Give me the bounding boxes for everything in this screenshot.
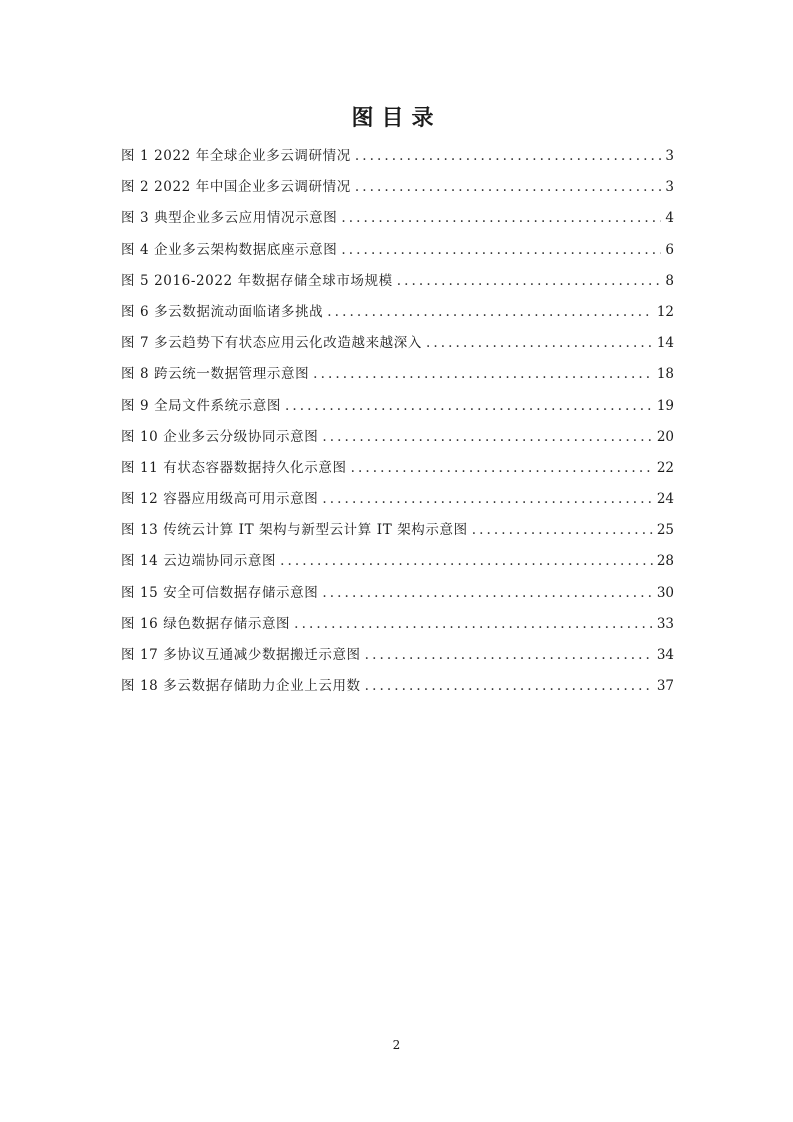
- toc-entry-label: 图 9 全局文件系统示意图: [121, 397, 281, 414]
- toc-entry-page: 28: [656, 553, 674, 570]
- toc-entry[interactable]: [121, 172, 674, 203]
- toc-entry-page: 6: [665, 241, 674, 258]
- toc-entry-label: 图 7 多云趋势下有状态应用云化改造越来越深入: [121, 335, 422, 352]
- toc-entry-label: 图 16 绿色数据存储示意图: [121, 615, 291, 632]
- toc-entry[interactable]: [121, 453, 674, 484]
- toc-entry[interactable]: [121, 266, 674, 297]
- toc-entry-page: 12: [656, 303, 674, 320]
- toc-entry-page: 22: [656, 459, 674, 476]
- toc-entry-page: 20: [656, 428, 674, 445]
- dot-leader: [294, 609, 653, 640]
- dot-leader: [351, 453, 653, 484]
- dot-leader: [322, 484, 652, 515]
- toc-entry-page: 14: [656, 335, 674, 352]
- dot-leader: [355, 172, 662, 203]
- toc-entry[interactable]: [121, 328, 674, 359]
- toc-entry-page: 25: [656, 522, 674, 539]
- toc-entry-page: 3: [665, 148, 674, 164]
- toc-entry[interactable]: [121, 578, 674, 609]
- toc-entry-page: 8: [665, 272, 674, 289]
- toc-entry[interactable]: [121, 422, 674, 453]
- toc-entry-page: 18: [656, 366, 674, 383]
- toc-entry-label: 图 14 云边端协同示意图: [121, 553, 277, 570]
- toc-entry-label: 图 1 2022 年全球企业多云调研情况: [121, 148, 351, 164]
- dot-leader: [327, 297, 653, 328]
- toc-entry-label: 图 10 企业多云分级协同示意图: [121, 428, 319, 445]
- toc-entry[interactable]: [121, 484, 674, 515]
- page-number: 2: [392, 1038, 401, 1052]
- toc-entry-label: 图 5 2016-2022 年数据存储全球市场规模: [121, 272, 393, 289]
- toc-entry[interactable]: [121, 546, 674, 577]
- dot-leader: [426, 328, 653, 359]
- dot-leader: [365, 671, 653, 702]
- toc-entry-label: 图 12 容器应用级高可用示意图: [121, 491, 319, 508]
- toc-entry-label: 图 4 企业多云架构数据底座示意图: [121, 241, 338, 258]
- dot-leader: [365, 640, 653, 671]
- toc-entry-label: 图 8 跨云统一数据管理示意图: [121, 366, 310, 383]
- toc-entry[interactable]: [121, 640, 674, 671]
- dot-leader: [472, 515, 653, 546]
- toc-entry[interactable]: [121, 609, 674, 640]
- toc-entry-label: 图 6 多云数据流动面临诸多挑战: [121, 303, 324, 320]
- toc-entry-label: 图 3 典型企业多云应用情况示意图: [121, 210, 338, 227]
- toc-entry-label: 图 2 2022 年中国企业多云调研情况: [121, 179, 351, 196]
- toc-entry-label: 图 13 传统云计算 IT 架构与新型云计算 IT 架构示意图: [121, 522, 468, 539]
- toc-entry-label: 图 17 多协议互通减少数据搬迁示意图: [121, 647, 361, 663]
- toc-entry-page: 19: [656, 397, 674, 414]
- dot-leader: [322, 422, 652, 453]
- toc-entry[interactable]: [121, 297, 674, 328]
- toc-entry[interactable]: [121, 359, 674, 390]
- toc-entry-label: 图 11 有状态容器数据持久化示意图: [121, 459, 347, 476]
- dot-leader: [285, 391, 653, 422]
- toc-entry[interactable]: [121, 141, 674, 172]
- dot-leader: [280, 546, 653, 577]
- toc-entry[interactable]: [121, 235, 674, 266]
- dot-leader: [397, 266, 662, 297]
- dot-leader: [322, 578, 652, 609]
- toc-entry-page: 33: [656, 615, 674, 632]
- dot-leader: [341, 235, 661, 266]
- toc-entry-page: 3: [665, 179, 674, 196]
- toc-entry[interactable]: [121, 391, 674, 422]
- toc-entry-label: 图 18 多云数据存储助力企业上云用数: [121, 678, 361, 695]
- toc-entry[interactable]: [121, 203, 674, 234]
- toc-entry-page: 34: [656, 647, 674, 663]
- figure-list: [121, 141, 674, 702]
- toc-entry[interactable]: [121, 671, 674, 702]
- dot-leader: [313, 359, 653, 390]
- toc-entry-page: 30: [656, 584, 674, 601]
- page-title: 图目录: [351, 106, 442, 131]
- dot-leader: [355, 141, 662, 172]
- toc-entry-label: 图 15 安全可信数据存储示意图: [121, 584, 319, 601]
- toc-entry-page: 24: [656, 491, 674, 508]
- toc-entry-page: 37: [656, 678, 674, 695]
- dot-leader: [341, 203, 661, 234]
- toc-entry-page: 4: [665, 210, 674, 227]
- toc-entry[interactable]: [121, 515, 674, 546]
